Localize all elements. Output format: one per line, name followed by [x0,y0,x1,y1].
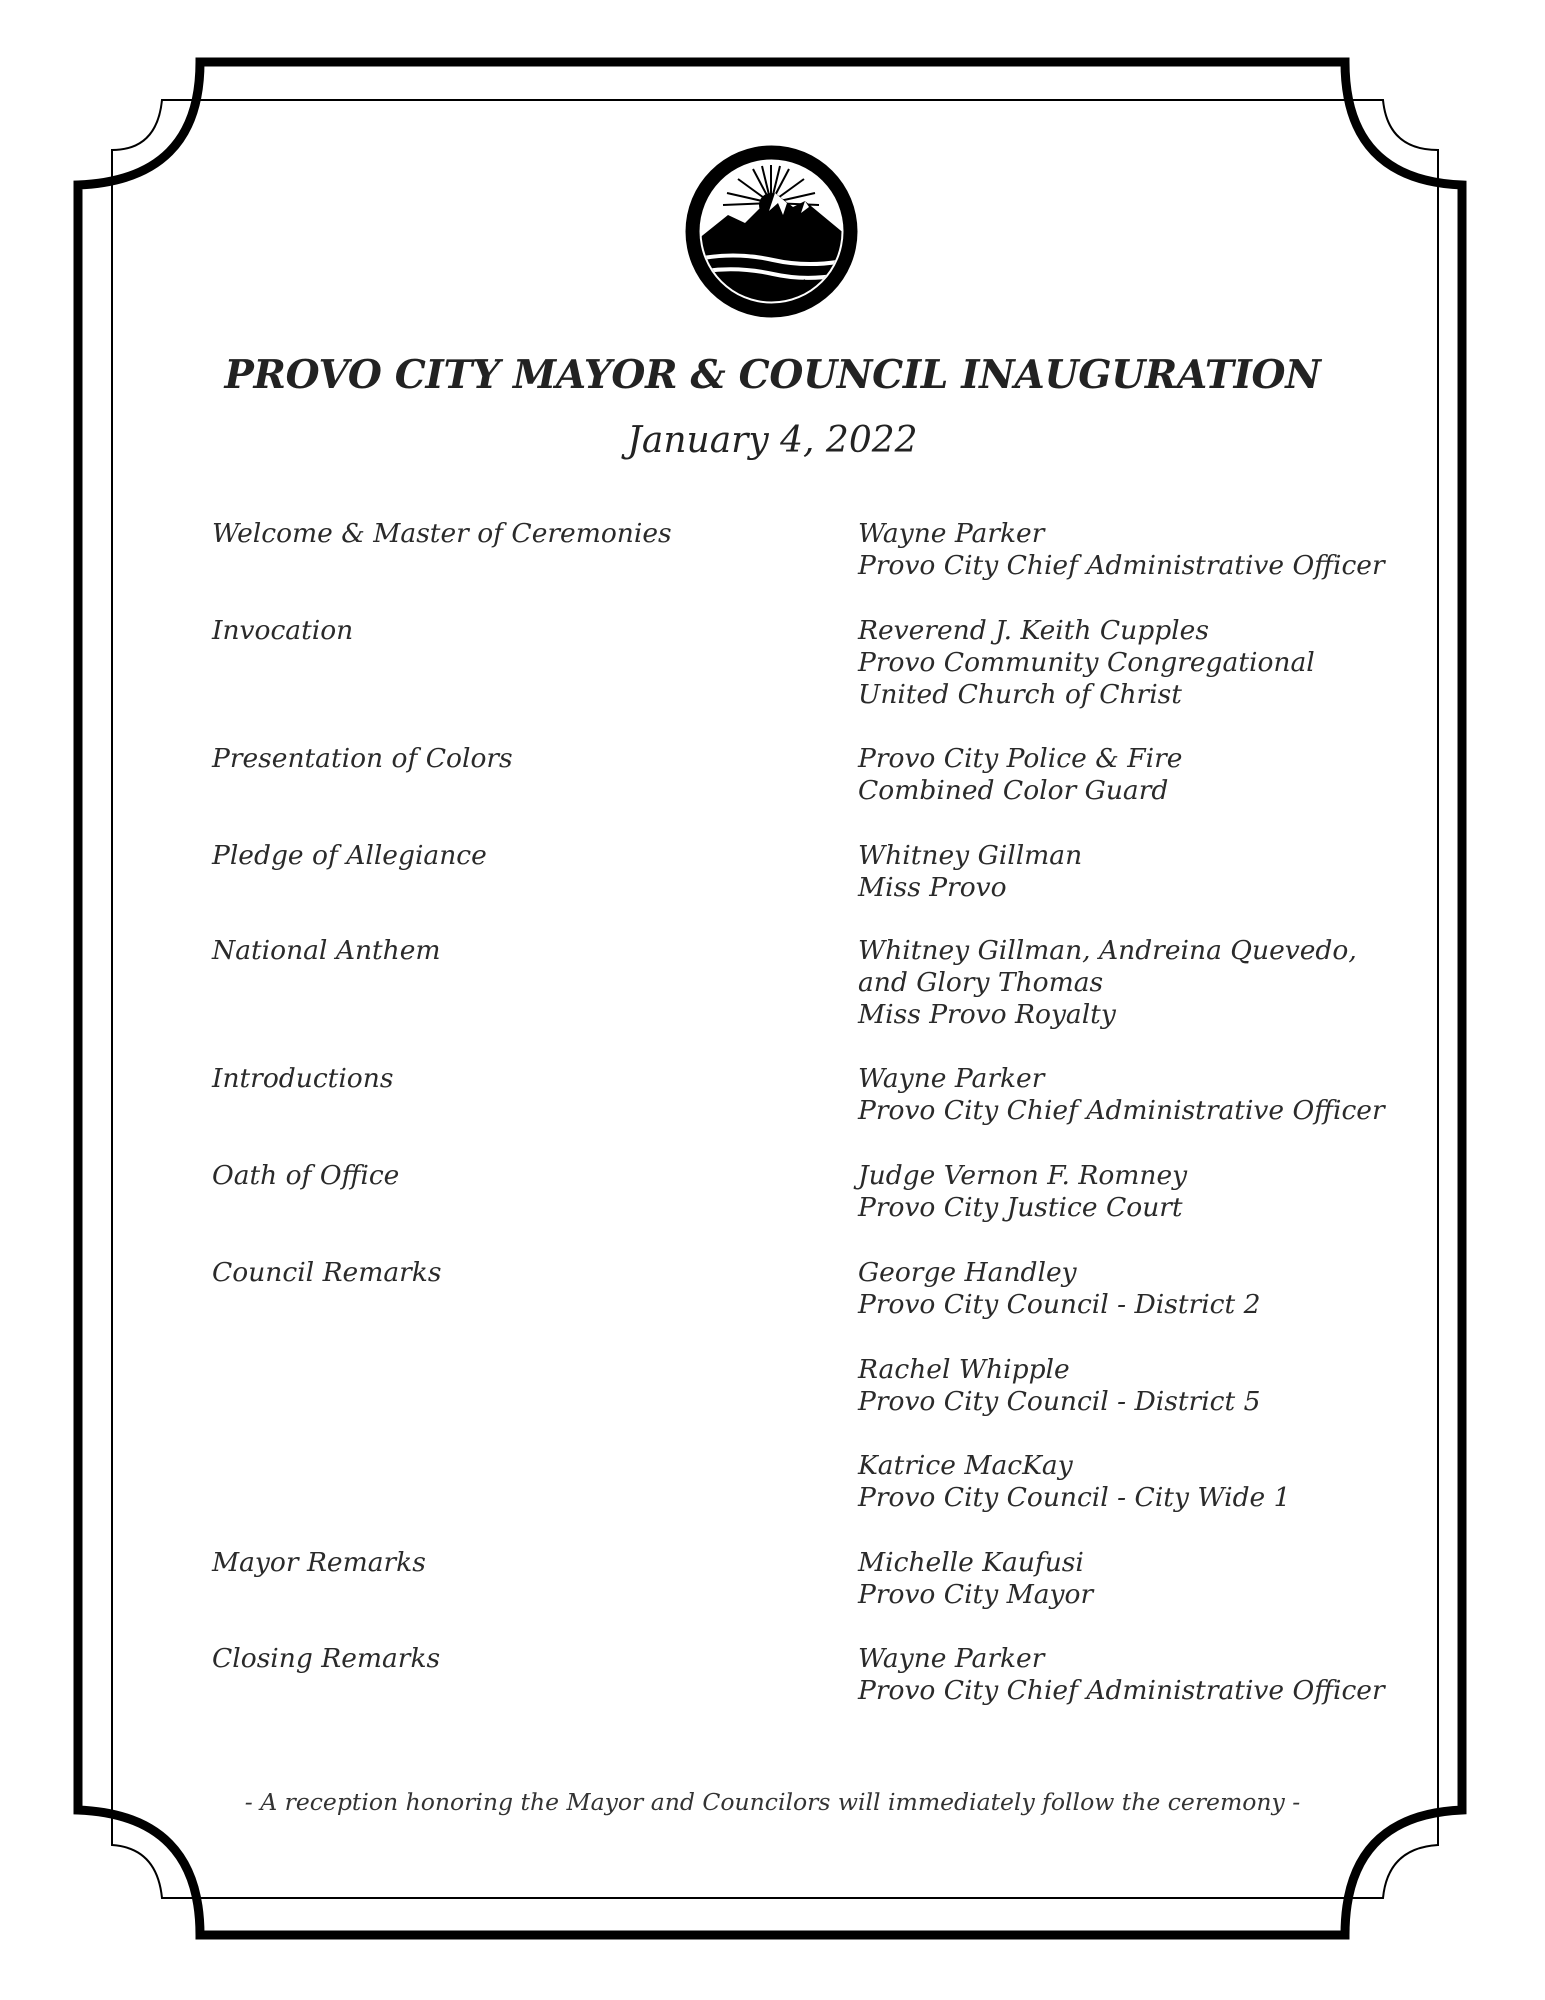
participant-detail: Provo City Council - District 5 [858,1386,1261,1417]
program-item-people [858,1547,1093,1611]
page-title: PROVO CITY MAYOR & COUNCIL INAUGURATION [224,352,1321,398]
event-date: January 4, 2022 [627,420,918,461]
program-item-label: National Anthem [212,935,441,966]
participant-name: Wayne Parker [858,1063,1045,1094]
participant-name: Katrice MacKay [858,1450,1073,1481]
program-item-people [858,518,1385,582]
program-item-people [858,1354,1260,1418]
participant-name: Provo City Police & Fire [858,743,1183,774]
participant-detail: Provo City Council - District 2 [858,1289,1261,1320]
svg-text:PROVO, UTAH: PROVO, UTAH [730,277,813,300]
participant-name: Wayne Parker [858,1643,1045,1674]
participant-detail: Provo City Chief Administrative Officer [858,550,1385,581]
program-item-label: Pledge of Allegiance [212,840,487,871]
provo-city-seal-icon [683,143,860,320]
participant-name: Michelle Kaufusi [858,1547,1084,1578]
program-item-people [858,1063,1385,1127]
participant-name: George Handley [858,1257,1077,1288]
program-item-people [858,840,1082,904]
program-item-people [858,935,1357,1031]
participant-name: Whitney Gillman [858,840,1083,871]
program-item-label: Council Remarks [212,1257,442,1288]
program-item-people [858,743,1182,807]
participant-name: Wayne Parker [858,518,1045,549]
participant-detail: Provo Community Congregational [858,647,1315,678]
participant-detail: Combined Color Guard [858,775,1169,806]
program-item-people [858,615,1315,711]
participant-detail: Miss Provo Royalty [858,999,1116,1030]
program-item-label: Welcome & Master of Ceremonies [212,518,672,549]
program-item-people [858,1643,1385,1707]
participant-detail: Provo City Justice Court [858,1192,1183,1223]
participant-detail: Provo City Chief Administrative Officer [858,1675,1385,1706]
participant-detail: Miss Provo [858,872,1007,903]
program-item-people [858,1450,1291,1514]
participant-detail: United Church of Christ [858,679,1182,710]
program-item-people [858,1257,1260,1321]
participant-name: Reverend J. Keith Cupples [858,615,1209,646]
program-item-label: Invocation [212,615,354,646]
participant-detail: Provo City Mayor [858,1579,1094,1610]
participant-detail: and Glory Thomas [858,967,1104,998]
program-item-label: Presentation of Colors [212,743,513,774]
program-item-label: Closing Remarks [212,1643,441,1674]
program-item-label: Introductions [212,1063,394,1094]
participant-name: Whitney Gillman, Andreina Quevedo, [858,935,1357,966]
participant-name: Judge Vernon F. Romney [858,1160,1188,1191]
reception-note: - A reception honoring the Mayor and Councilors will immediately follow the ceremony - [244,1788,1301,1816]
participant-detail: Provo City Council - City Wide 1 [858,1482,1291,1513]
participant-detail: Provo City Chief Administrative Officer [858,1095,1385,1126]
program-item-label: Mayor Remarks [212,1547,426,1578]
program-item-people [858,1160,1187,1224]
program-item-label: Oath of Office [212,1160,400,1191]
participant-name: Rachel Whipple [858,1354,1070,1385]
